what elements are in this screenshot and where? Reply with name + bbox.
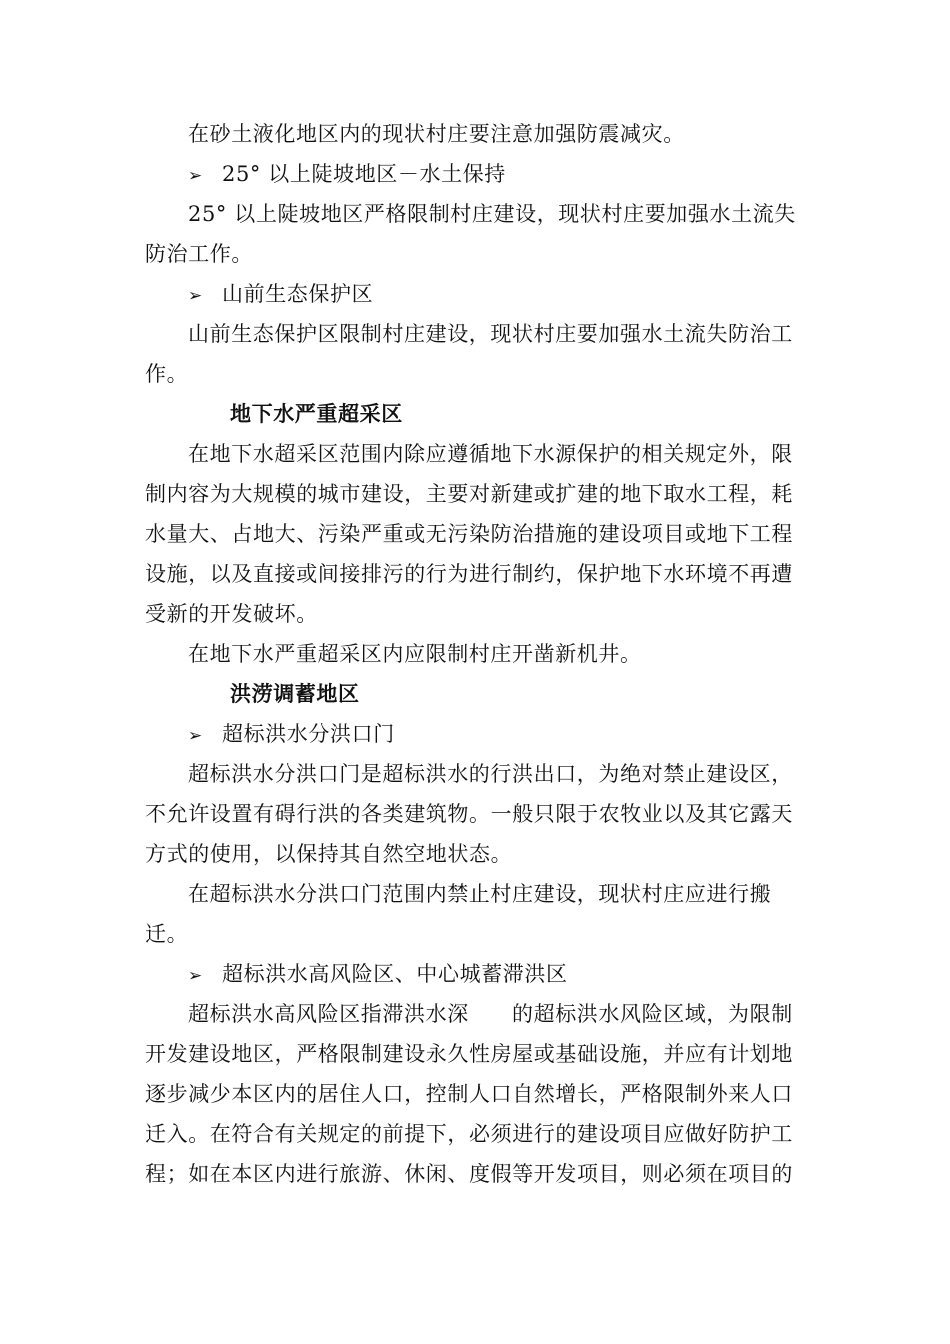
arrow-bullet-icon: ➢ — [188, 726, 203, 746]
arrow-bullet-icon: ➢ — [188, 166, 203, 186]
paragraph-line: 在地下水超采区范围内除应遵循地下水源保护的相关规定外，限 — [188, 442, 793, 466]
paragraph-line: 山前生态保护区限制村庄建设，现状村庄要加强水土流失防治工 — [188, 322, 793, 346]
bullet-text: 25° 以上陡坡地区－水土保持 — [222, 162, 506, 186]
paragraph-line: 在超标洪水分洪口门范围内禁止村庄建设，现状村庄应进行搬 — [188, 882, 772, 906]
paragraph-line: 迁。 — [145, 922, 189, 946]
paragraph-line: 超标洪水高风险区指滞洪水深 的超标洪水风险区域，为限制 — [188, 1002, 793, 1026]
paragraph-line: 制内容为大规模的城市建设，主要对新建或扩建的地下取水工程，耗 — [145, 482, 793, 506]
bullet-text: 超标洪水分洪口门 — [222, 722, 395, 746]
bullet-text: 超标洪水高风险区、中心城蓄滞洪区 — [222, 962, 568, 986]
paragraph-line: 设施，以及直接或间接排污的行为进行制约，保护地下水环境不再遭 — [145, 562, 793, 586]
paragraph-line: 迁入。在符合有关规定的前提下，必须进行的建设项目应做好防护工 — [145, 1122, 793, 1146]
bullet-item — [188, 281, 373, 309]
paragraph-line: 逐步减少本区内的居住人口，控制人口自然增长，严格限制外来人口 — [145, 1082, 793, 1106]
paragraph-line: 作。 — [145, 362, 189, 386]
paragraph-line: 在砂土液化地区内的现状村庄要注意加强防震减灾。 — [188, 122, 685, 146]
arrow-bullet-icon: ➢ — [188, 286, 203, 306]
paragraph-line: 不允许设置有碍行洪的各类建筑物。一般只限于农牧业以及其它露天 — [145, 802, 793, 826]
bullet-item — [188, 961, 568, 989]
paragraph-line: 程；如在本区内进行旅游、休闲、度假等开发项目，则必须在项目的 — [145, 1162, 793, 1186]
paragraph-line: 超标洪水分洪口门是超标洪水的行洪出口，为绝对禁止建设区， — [188, 762, 793, 786]
paragraph-line: 在地下水严重超采区内应限制村庄开凿新机井。 — [188, 642, 642, 666]
bullet-text: 山前生态保护区 — [222, 282, 374, 306]
arrow-bullet-icon: ➢ — [188, 966, 203, 986]
paragraph-line: 开发建设地区，严格限制建设永久性房屋或基础设施，并应有计划地 — [145, 1042, 793, 1066]
bullet-item — [188, 721, 395, 749]
paragraph-line: 受新的开发破坏。 — [145, 602, 318, 626]
paragraph-line: 水量大、占地大、污染严重或无污染防治措施的建设项目或地下工程 — [145, 522, 793, 546]
paragraph-line: 方式的使用，以保持其自然空地状态。 — [145, 842, 513, 866]
bullet-item — [188, 161, 506, 189]
section-heading: 洪涝调蓄地区 — [230, 682, 360, 706]
paragraph-line: 防治工作。 — [145, 242, 253, 266]
section-heading: 地下水严重超采区 — [230, 402, 403, 426]
paragraph-line: 25° 以上陡坡地区严格限制村庄建设，现状村庄要加强水土流失 — [188, 202, 796, 226]
